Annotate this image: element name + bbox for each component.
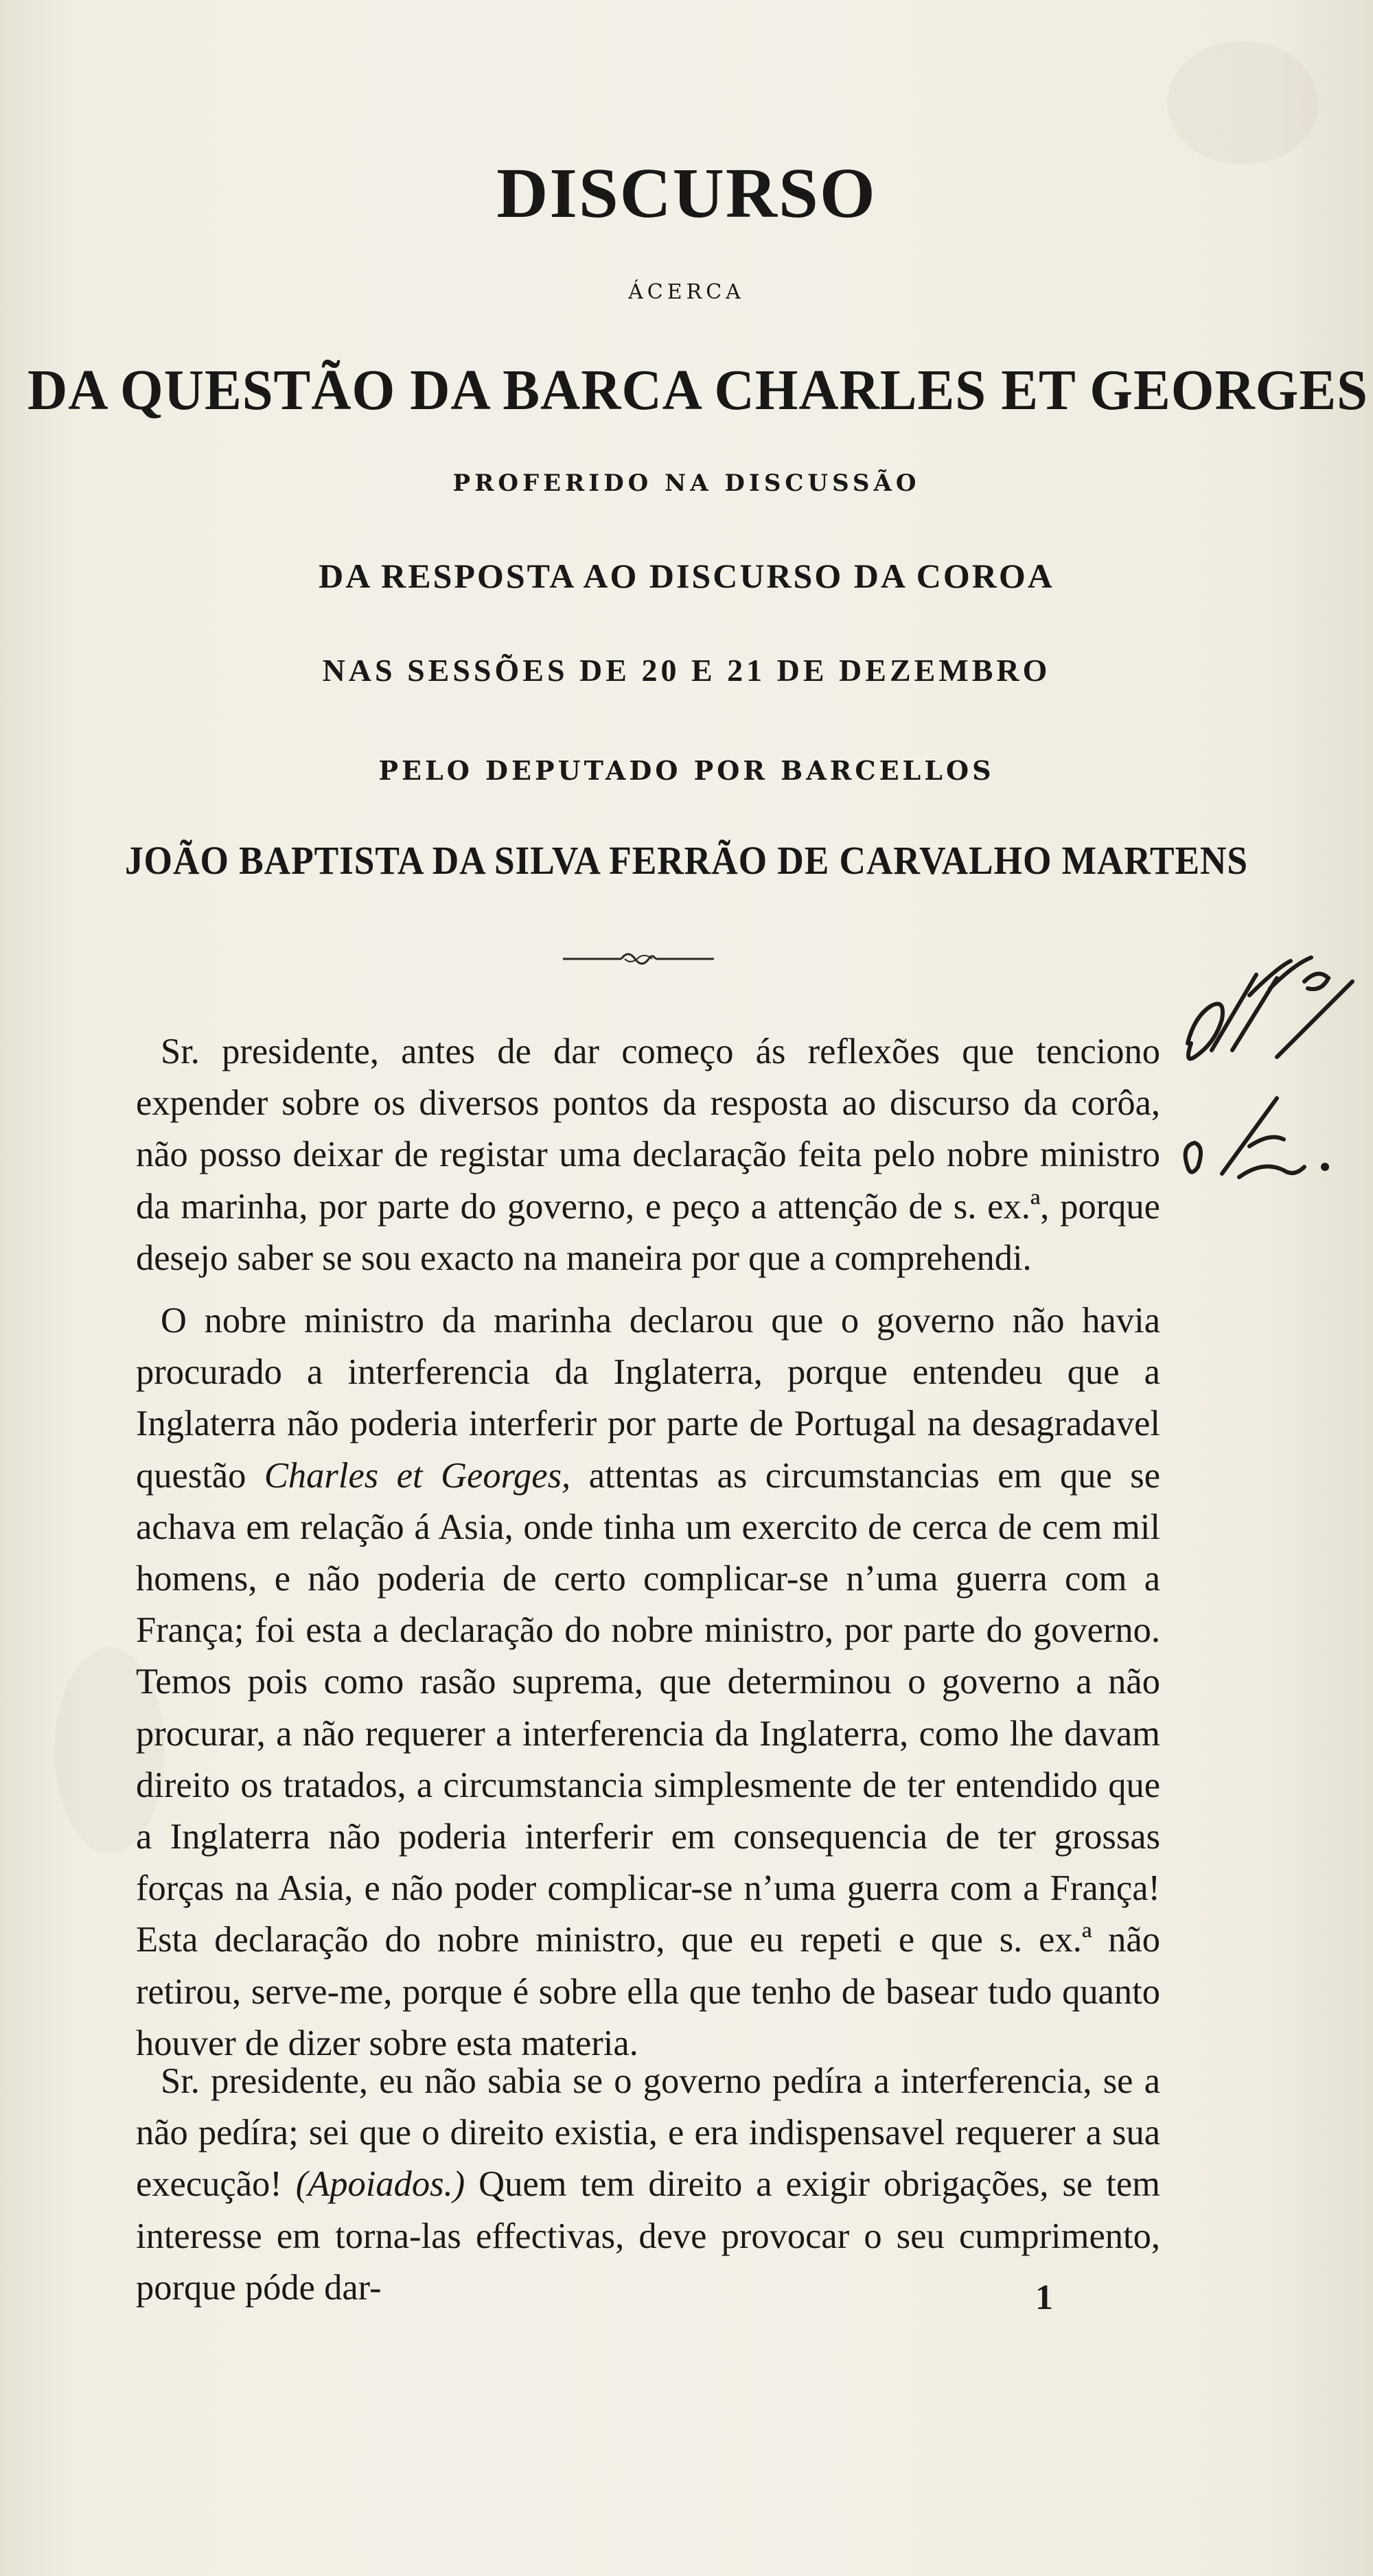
author-name: JOÃO BAPTISTA DA SILVA FERRÃO DE CARVALHO MARTENS — [124, 838, 1249, 883]
body-paragraph — [136, 2056, 1160, 2314]
heading-resposta: DA RESPOSTA AO DISCURSO DA COROA — [319, 557, 1054, 595]
paper-stain — [1167, 41, 1318, 165]
document-title: DISCURSO — [496, 154, 877, 233]
body-paragraph — [136, 1295, 1160, 2069]
ship-name-italic: Charles et Georges, — [264, 1455, 571, 1496]
document-subtitle: DA QUESTÃO DA BARCA CHARLES ET GEORGES — [27, 358, 1368, 422]
heading-acerca: ÁCERCA — [628, 280, 745, 304]
paragraph-text: attentas as circumstancias em que se achava em relação á Asia, onde tinha um exercito de cerca de cem mil homens, e não poderia de certo complicar-se n’uma guerra com a França; foi esta a declaração do nobre ministro, por parte do governo. Temos pois como rasão suprema, que determinou o governo a não procurar, a não requerer a interferencia da Inglaterra, como lhe davam direito os tratados, a circumstancia simplesmente de ter entendido que a Inglaterra não poderia interferir em consequencia de ter grossas forças na Asia, e não poder complicar-se n’uma guerra com a França! Esta declaração do nobre ministro, que eu repeti e que s. ex.ª não retirou, serve-me, porque é sobre ella que tenho de basear tudo quanto houver de dizer sobre esta materia. — [136, 1455, 1161, 2063]
apoiados-italic: (Apoiados.) — [295, 2164, 465, 2205]
handwritten-annotation-icon — [1174, 940, 1359, 1229]
ornament-divider-icon — [556, 944, 721, 971]
heading-proferido: PROFERIDO NA DISCUSSÃO — [452, 469, 921, 497]
paragraph-text: Sr. presidente, antes de dar começo ás reflexões que tenciono expender sobre os diversos pontos da resposta ao discurso da corôa, não posso deixar de registar uma declaração feita pelo nobre ministro da marinha, por parte do governo, e peço a attenção de s. ex.ª, porque desejo saber se sou exacto na maneira por que a comprehendi. — [136, 1032, 1160, 1278]
paragraph-text: Sr. presidente, eu não sabia se o governo pedíra a interferencia, se a não pedíra; sei que o direito existia, e era indispensavel requerer a sua execução! — [136, 2061, 1160, 2205]
heading-sessoes: NAS SESSÕES DE 20 E 21 DE DEZEMBRO — [322, 653, 1051, 688]
paragraph-text: O nobre ministro da marinha declarou que o governo não havia procurado a interferencia da Inglaterra, porque entendeu que a Inglaterra não poderia interferir por parte de Portugal na desagradavel questão — [136, 1301, 1160, 1496]
paragraph-text: Quem tem direito a exigir obrigações, se tem interesse em torna-las effectivas, deve provocar o seu cumprimento, porque póde dar- — [136, 2164, 1160, 2308]
page-number: 1 — [1035, 2278, 1053, 2317]
body-paragraph — [136, 1026, 1160, 1284]
heading-deputado: PELO DEPUTADO POR BARCELLOS — [378, 755, 995, 786]
